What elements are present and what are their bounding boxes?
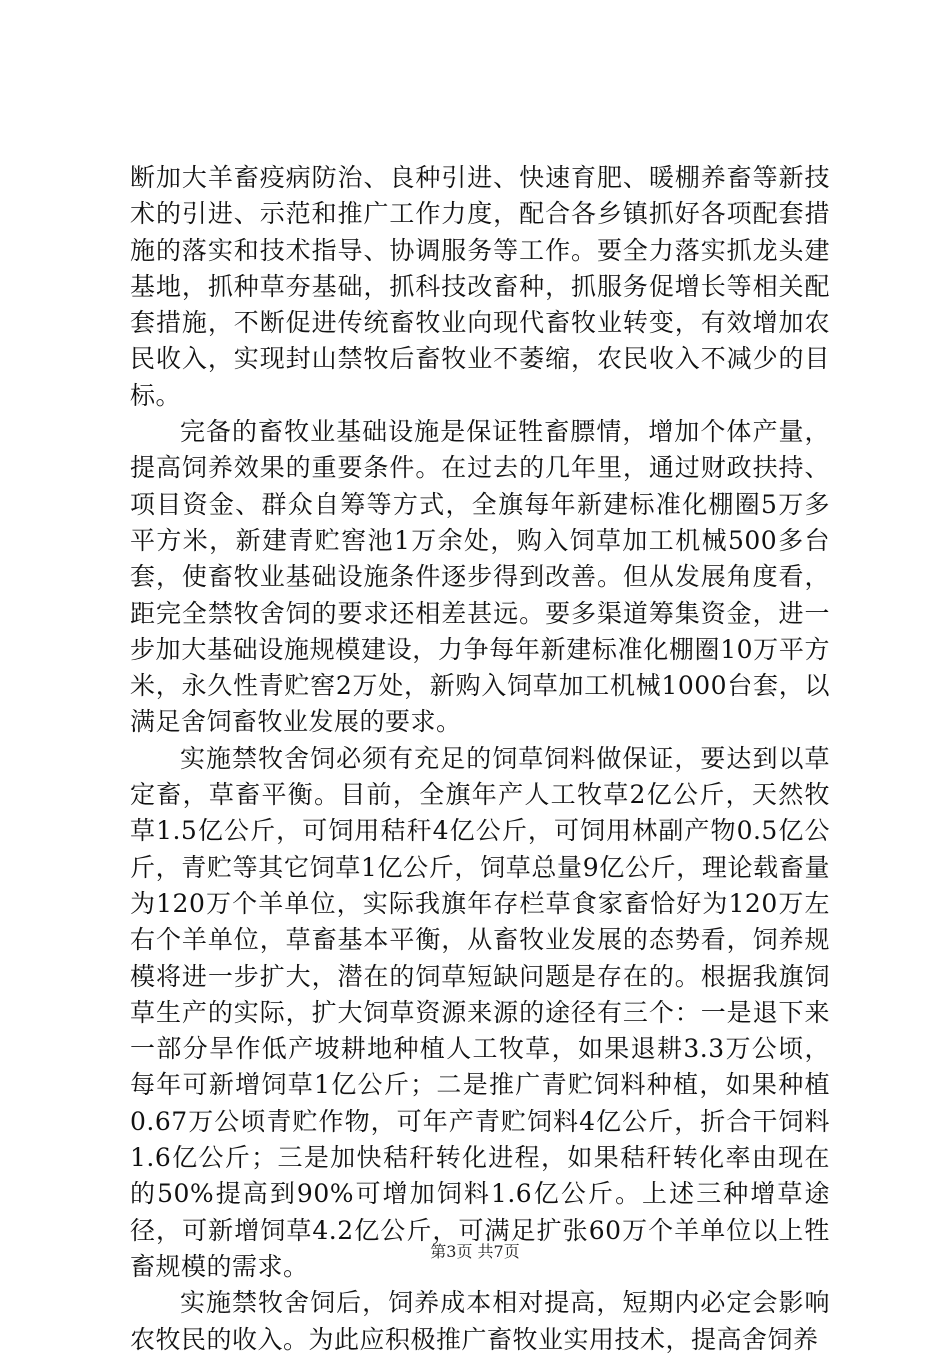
page-total: 共7页 — [477, 1242, 520, 1261]
paragraph-1: 断加大羊畜疫病防治、良种引进、快速育肥、暖棚养畜等新技术的引进、示范和推广工作力度，配合各乡镇抓好各项配套措施的落实和技术指导、协调服务等工作。要全力落实抓龙头建基地，抓种草夯基础，抓科技改畜种，抓服务促增长等相关配套措施，不断促进传统畜牧业向现代畜牧业转变，有效增加农民收入，实现封山禁牧后畜牧业不萎缩，农民收入不减少的目标。 — [130, 163, 830, 410]
paragraph-2: 完备的畜牧业基础设施是保证牲畜膘情，增加个体产量，提高饲养效果的重要条件。在过去的几年里，通过财政扶持、项目资金、群众自筹等方式，全旗每年新建标准化棚圈5万多平方米，新建青贮窖池1万余处，购入饲草加工机械500多台套，使畜牧业基础设施条件逐步得到改善。但从发展角度看，距完全禁牧舍饲的要求还相差甚远。要多渠道筹集资金，进一步加大基础设施规模建设，力争每年新建标准化棚圈10万平方米，永久性青贮窖2万处，新购入饲草加工机械1000台套，以满足舍饲畜牧业发展的要求。 — [130, 417, 830, 737]
paragraph-3: 实施禁牧舍饲必须有充足的饲草饲料做保证，要达到以草定畜，草畜平衡。目前，全旗年产人工牧草2亿公斤，天然牧草1.5亿公斤，可饲用秸秆4亿公斤，可饲用林副产物0.5亿公斤，青贮等其它饲草1亿公斤，饲草总量9亿公斤，理论载畜量为120万个羊单位，实际我旗年存栏草食家畜恰好为120万左右个羊单位，草畜基本平衡，从畜牧业发展的态势看，饲养规模将进一步扩大，潜在的饲草短缺问题是存在的。根据我旗饲草生产的实际，扩大饲草资源来源的途径有三个：一是退下来一部分旱作低产坡耕地种植人工牧草，如果退耕3.3万公顷，每年可新增饲草1亿公斤；二是推广青贮饲料种植，如果种植0.67万公顷青贮作物，可年产青贮饲料4亿公斤，折合干饲料1.6亿公斤；三是加快秸秆转化进程，如果秸秆转化率由现在的50%提高到90%可增加饲料1.6亿公斤。上述三种增草途径，可新增饲草4.2亿公斤，可满足扩张60万个羊单位以上牲畜规模的需求。 — [130, 743, 830, 1281]
document-body — [130, 160, 830, 1358]
paragraph-4: 实施禁牧舍饲后，饲养成本相对提高，短期内必定会影响农牧民的收入。为此应积极推广畜牧业实用技术，提高舍饲养 — [130, 1288, 830, 1354]
page-footer — [0, 1242, 950, 1262]
page-number: 第3页 — [430, 1242, 473, 1261]
